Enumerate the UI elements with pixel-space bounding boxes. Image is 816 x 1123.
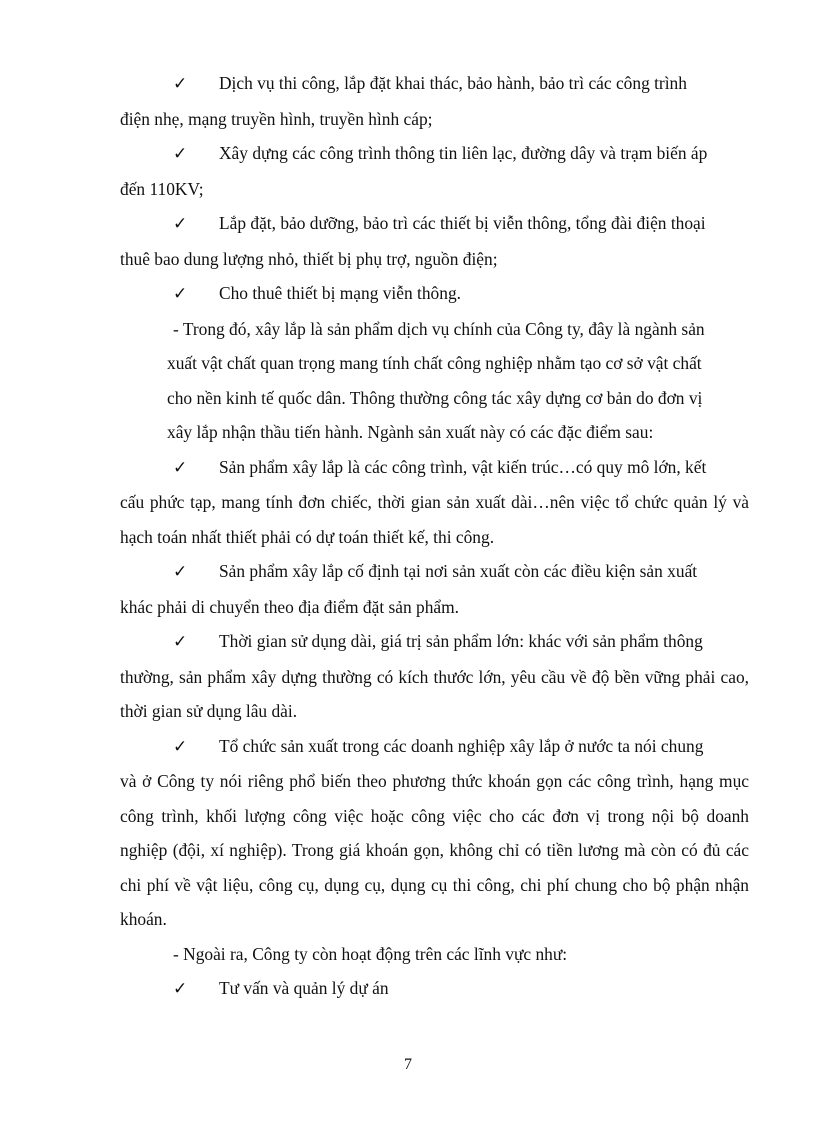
bullet-text: Tư vấn và quản lý dự án	[219, 978, 389, 998]
checkmark-icon: ✓	[173, 632, 188, 652]
bullet-paragraph	[173, 624, 749, 660]
bullet-paragraph	[173, 136, 749, 172]
checkmark-icon: ✓	[173, 457, 188, 478]
checkmark-icon: ✓	[173, 144, 188, 164]
bullet-paragraph	[173, 450, 749, 486]
bullet-paragraph	[173, 276, 749, 312]
dash-paragraph-line: - Ngoài ra, Công ty còn hoạt động trên các lĩnh vực như:	[173, 943, 568, 964]
paragraph-line: xuất vật chất quan trọng mang tính chất công nghiệp nhằm tạo cơ sở vật chất	[167, 353, 702, 373]
checkmark-icon: ✓	[173, 284, 188, 304]
checkmark-icon: ✓	[173, 74, 188, 94]
bullet-paragraph	[173, 554, 749, 590]
bullet-text: Tổ chức sản xuất trong các doanh nghiệp xây lắp ở nước ta nói chung	[219, 735, 704, 756]
bullet-text: Sản phẩm xây lắp cố định tại nơi sản xuất còn các điều kiện sản xuất	[219, 561, 698, 581]
checkmark-icon: ✓	[173, 562, 188, 582]
paragraph-line: cho nền kinh tế quốc dân. Thông thường công tác xây dựng cơ bản do đơn vị	[167, 387, 703, 408]
checkmark-icon: ✓	[173, 979, 188, 999]
bullet-paragraph	[173, 206, 749, 242]
page-number: 7	[404, 1056, 412, 1073]
checkmark-icon: ✓	[173, 214, 188, 234]
paragraph-continuation: cấu phức tạp, mang tính đơn chiếc, thời gian sản xuất dài…nên việc tổ chức quản lý và hạch toán nhất thiết phải có dự toán thiết kế, thi công.	[120, 492, 749, 547]
paragraph-continuation: và ở Công ty nói riêng phổ biến theo phương thức khoán gọn các công trình, hạng mục công trình, khối lượng công việc hoặc công việc cho các đơn vị trong nội bộ doanh nghiệp (đội, xí nghiệp). Trong giá khoán gọn, không chỉ có tiền lương mà còn có đủ các chi phí về vật liệu, công cụ, dụng cụ, dụng cụ thi công, chi phí chung cho bộ phận nhận khoán.	[120, 771, 749, 929]
dash-paragraph-line: - Trong đó, xây lắp là sản phẩm dịch vụ chính của Công ty, đây là ngành sản	[173, 318, 705, 339]
bullet-paragraph	[173, 971, 749, 1007]
paragraph-line: xây lắp nhận thầu tiến hành. Ngành sản xuất này có các đặc điểm sau:	[167, 422, 654, 442]
bullet-text: Thời gian sử dụng dài, giá trị sản phẩm lớn: khác với sản phẩm thông	[219, 631, 703, 651]
bullet-paragraph	[173, 66, 749, 102]
paragraph-continuation: thường, sản phẩm xây dựng thường có kích thước lớn, yêu cầu về độ bền vững phải cao, thời gian sử dụng lâu dài.	[120, 666, 749, 721]
bullet-text: Dịch vụ thi công, lắp đặt khai thác, bảo hành, bảo trì các công trình	[219, 73, 687, 93]
paragraph-continuation: điện nhẹ, mạng truyền hình, truyền hình cáp;	[120, 108, 433, 129]
paragraph-continuation: khác phải di chuyển theo địa điểm đặt sản phẩm.	[120, 596, 460, 617]
page-body	[120, 66, 749, 1007]
bullet-text: Xây dựng các công trình thông tin liên lạc, đường dây và trạm biến áp	[219, 143, 708, 163]
bullet-text: Sản phẩm xây lắp là các công trình, vật kiến trúc…có quy mô lớn, kết	[219, 456, 707, 477]
checkmark-icon: ✓	[173, 736, 188, 757]
bullet-paragraph	[173, 729, 749, 765]
paragraph-continuation: thuê bao dung lượng nhỏ, thiết bị phụ trợ, nguồn điện;	[120, 248, 498, 269]
bullet-text: Lắp đặt, bảo dưỡng, bảo trì các thiết bị viễn thông, tổng đài điện thoại	[219, 213, 706, 233]
paragraph-continuation: đến 110KV;	[120, 178, 204, 199]
bullet-text: Cho thuê thiết bị mạng viễn thông.	[219, 283, 461, 303]
